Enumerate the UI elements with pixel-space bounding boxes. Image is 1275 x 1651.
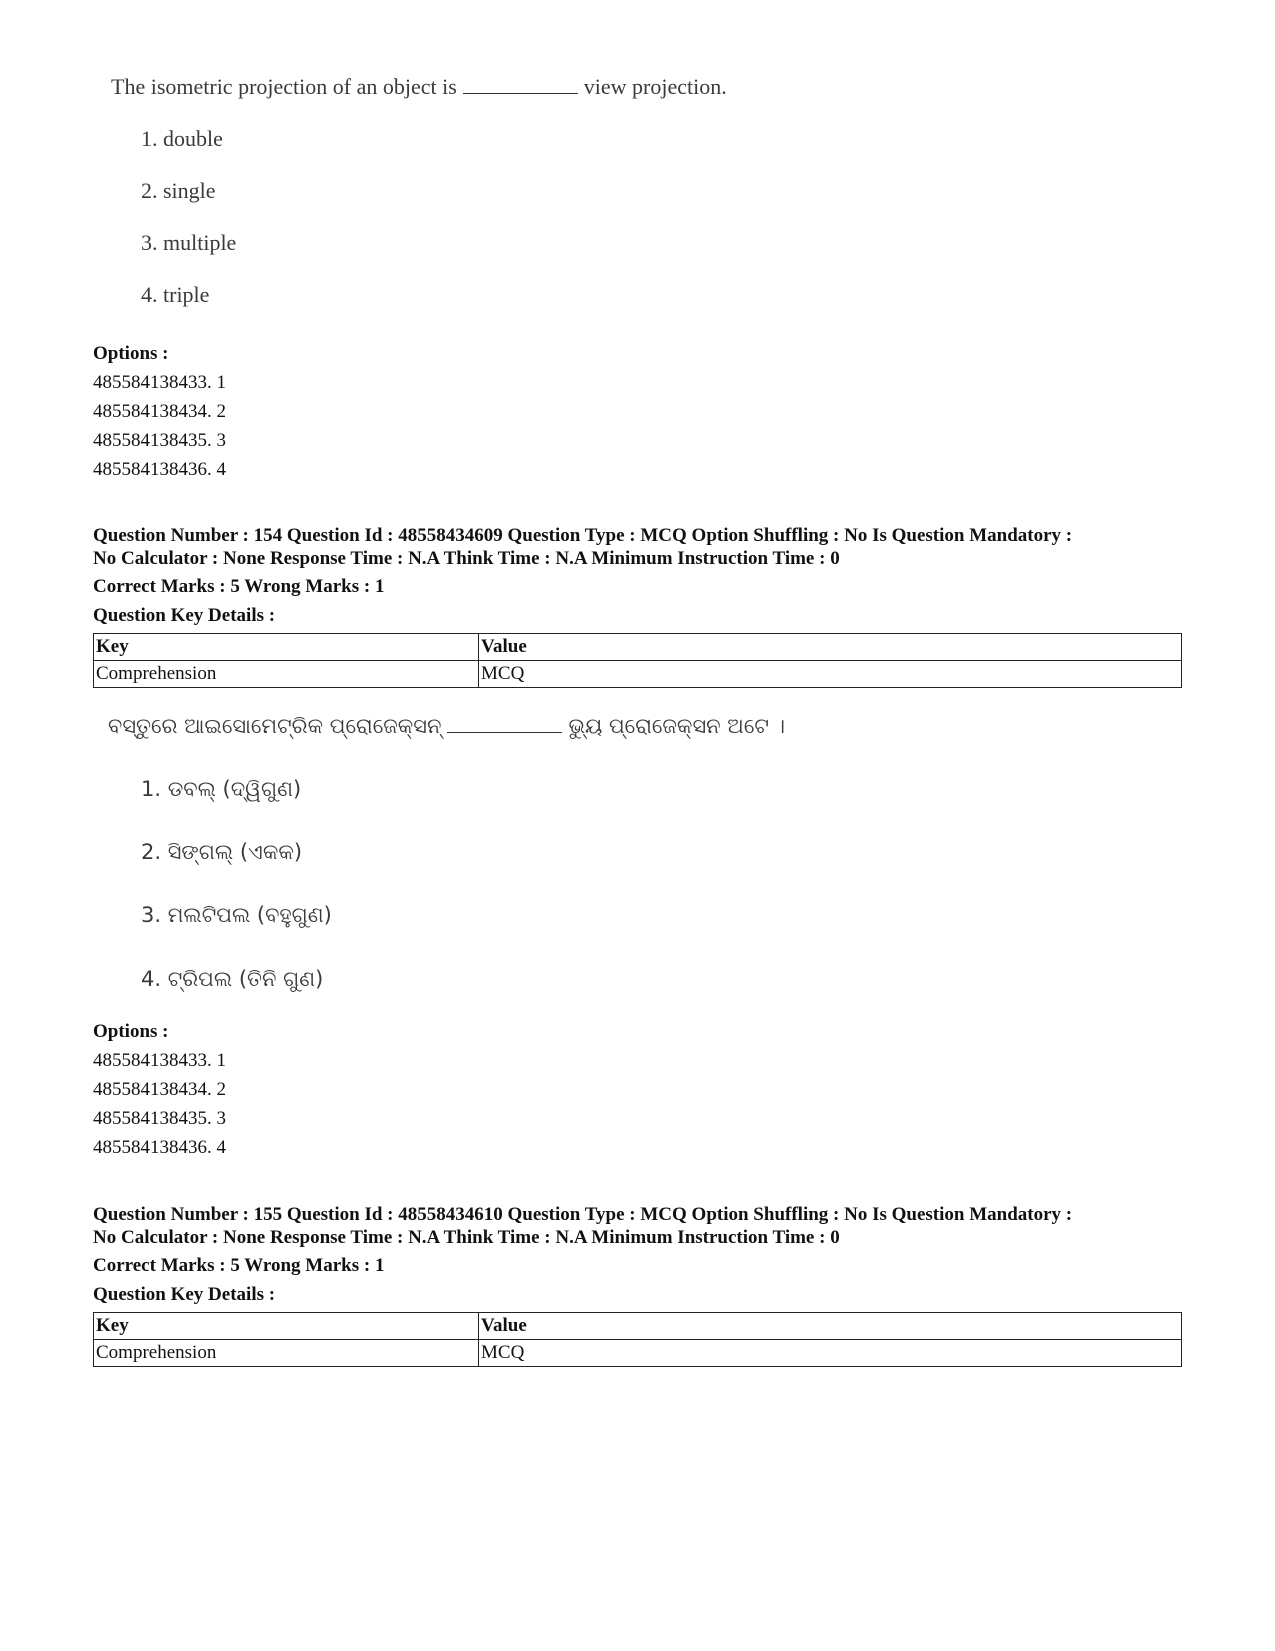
question-meta-line2: No Calculator : None Response Time : N.A Think Time : N.A Minimum Instruction Time : 0: [93, 548, 840, 569]
answer-blank: [463, 92, 578, 94]
key-details-table: [93, 1312, 1182, 1367]
options-list: [93, 339, 226, 484]
option-item: 485584138436. 4: [93, 1137, 226, 1158]
option-item: 485584138435. 3: [93, 430, 226, 451]
choice-2: 2. single: [141, 178, 216, 203]
question-stem-image-odia: [108, 714, 785, 739]
header-key: Key: [94, 1313, 479, 1340]
cell-value: MCQ: [479, 1340, 1182, 1367]
options-label: Options :: [93, 1021, 169, 1042]
option-item: 485584138434. 2: [93, 1079, 226, 1100]
marks-line: Correct Marks : 5 Wrong Marks : 1: [93, 1255, 385, 1276]
header-value: Value: [479, 634, 1182, 661]
choice-1: 1. ଡବଲ୍ (ଦ୍ୱିଗୁଣ): [141, 777, 302, 801]
cell-value: MCQ: [479, 661, 1182, 688]
question-stem-after: ଭ୍ୟୁ ପ୍ରୋଜେକ୍ସନ ଅଟେ ।: [568, 714, 786, 738]
header-key: Key: [94, 634, 479, 661]
table-row: [94, 661, 1182, 688]
options-label: Options :: [93, 343, 169, 364]
table-header-row: [94, 634, 1182, 661]
table-row: [94, 1340, 1182, 1367]
cell-key: Comprehension: [94, 1340, 479, 1367]
header-value: Value: [479, 1313, 1182, 1340]
question-stem-before: The isometric projection of an object is: [111, 74, 457, 99]
question-meta: [93, 1203, 1193, 1249]
option-item: 485584138433. 1: [93, 1050, 226, 1071]
option-item: 485584138435. 3: [93, 1108, 226, 1129]
answer-blank: [447, 731, 562, 733]
table-header-row: [94, 1313, 1182, 1340]
choice-4: 4. ଟ୍ରିପଲ (ତିନି ଗୁଣ): [141, 967, 324, 991]
question-stem-image: [111, 74, 727, 100]
question-stem-before: ବସ୍ତୁରେ ଆଇସୋମେଟ୍ରିକ ପ୍ରୋଜେକ୍ସନ୍: [108, 714, 442, 738]
choice-3: 3. ମଲଟିପଲ (ବହୁଗୁଣ): [141, 903, 332, 927]
question-stem-after: view projection.: [583, 74, 727, 99]
question-meta-line1: Question Number : 154 Question Id : 48558434609 Question Type : MCQ Option Shuffling : No Is Question Mandatory :: [93, 525, 1073, 546]
option-item: 485584138436. 4: [93, 459, 226, 480]
choice-3: 3. multiple: [141, 230, 237, 255]
option-item: 485584138433. 1: [93, 372, 226, 393]
question-meta-line2: No Calculator : None Response Time : N.A Think Time : N.A Minimum Instruction Time : 0: [93, 1227, 840, 1248]
choice-4: 4. triple: [141, 282, 210, 307]
choice-2: 2. ସିଙ୍ଗଲ୍ (ଏକକ): [141, 840, 303, 864]
key-details-label: Question Key Details :: [93, 1284, 276, 1305]
marks-line: Correct Marks : 5 Wrong Marks : 1: [93, 576, 385, 597]
cell-key: Comprehension: [94, 661, 479, 688]
options-list: [93, 1017, 226, 1162]
question-meta: [93, 524, 1193, 570]
question-meta-line1: Question Number : 155 Question Id : 48558434610 Question Type : MCQ Option Shuffling : No Is Question Mandatory :: [93, 1204, 1073, 1225]
choice-1: 1. double: [141, 126, 223, 151]
option-item: 485584138434. 2: [93, 401, 226, 422]
key-details-label: Question Key Details :: [93, 605, 276, 626]
key-details-table: [93, 633, 1182, 688]
